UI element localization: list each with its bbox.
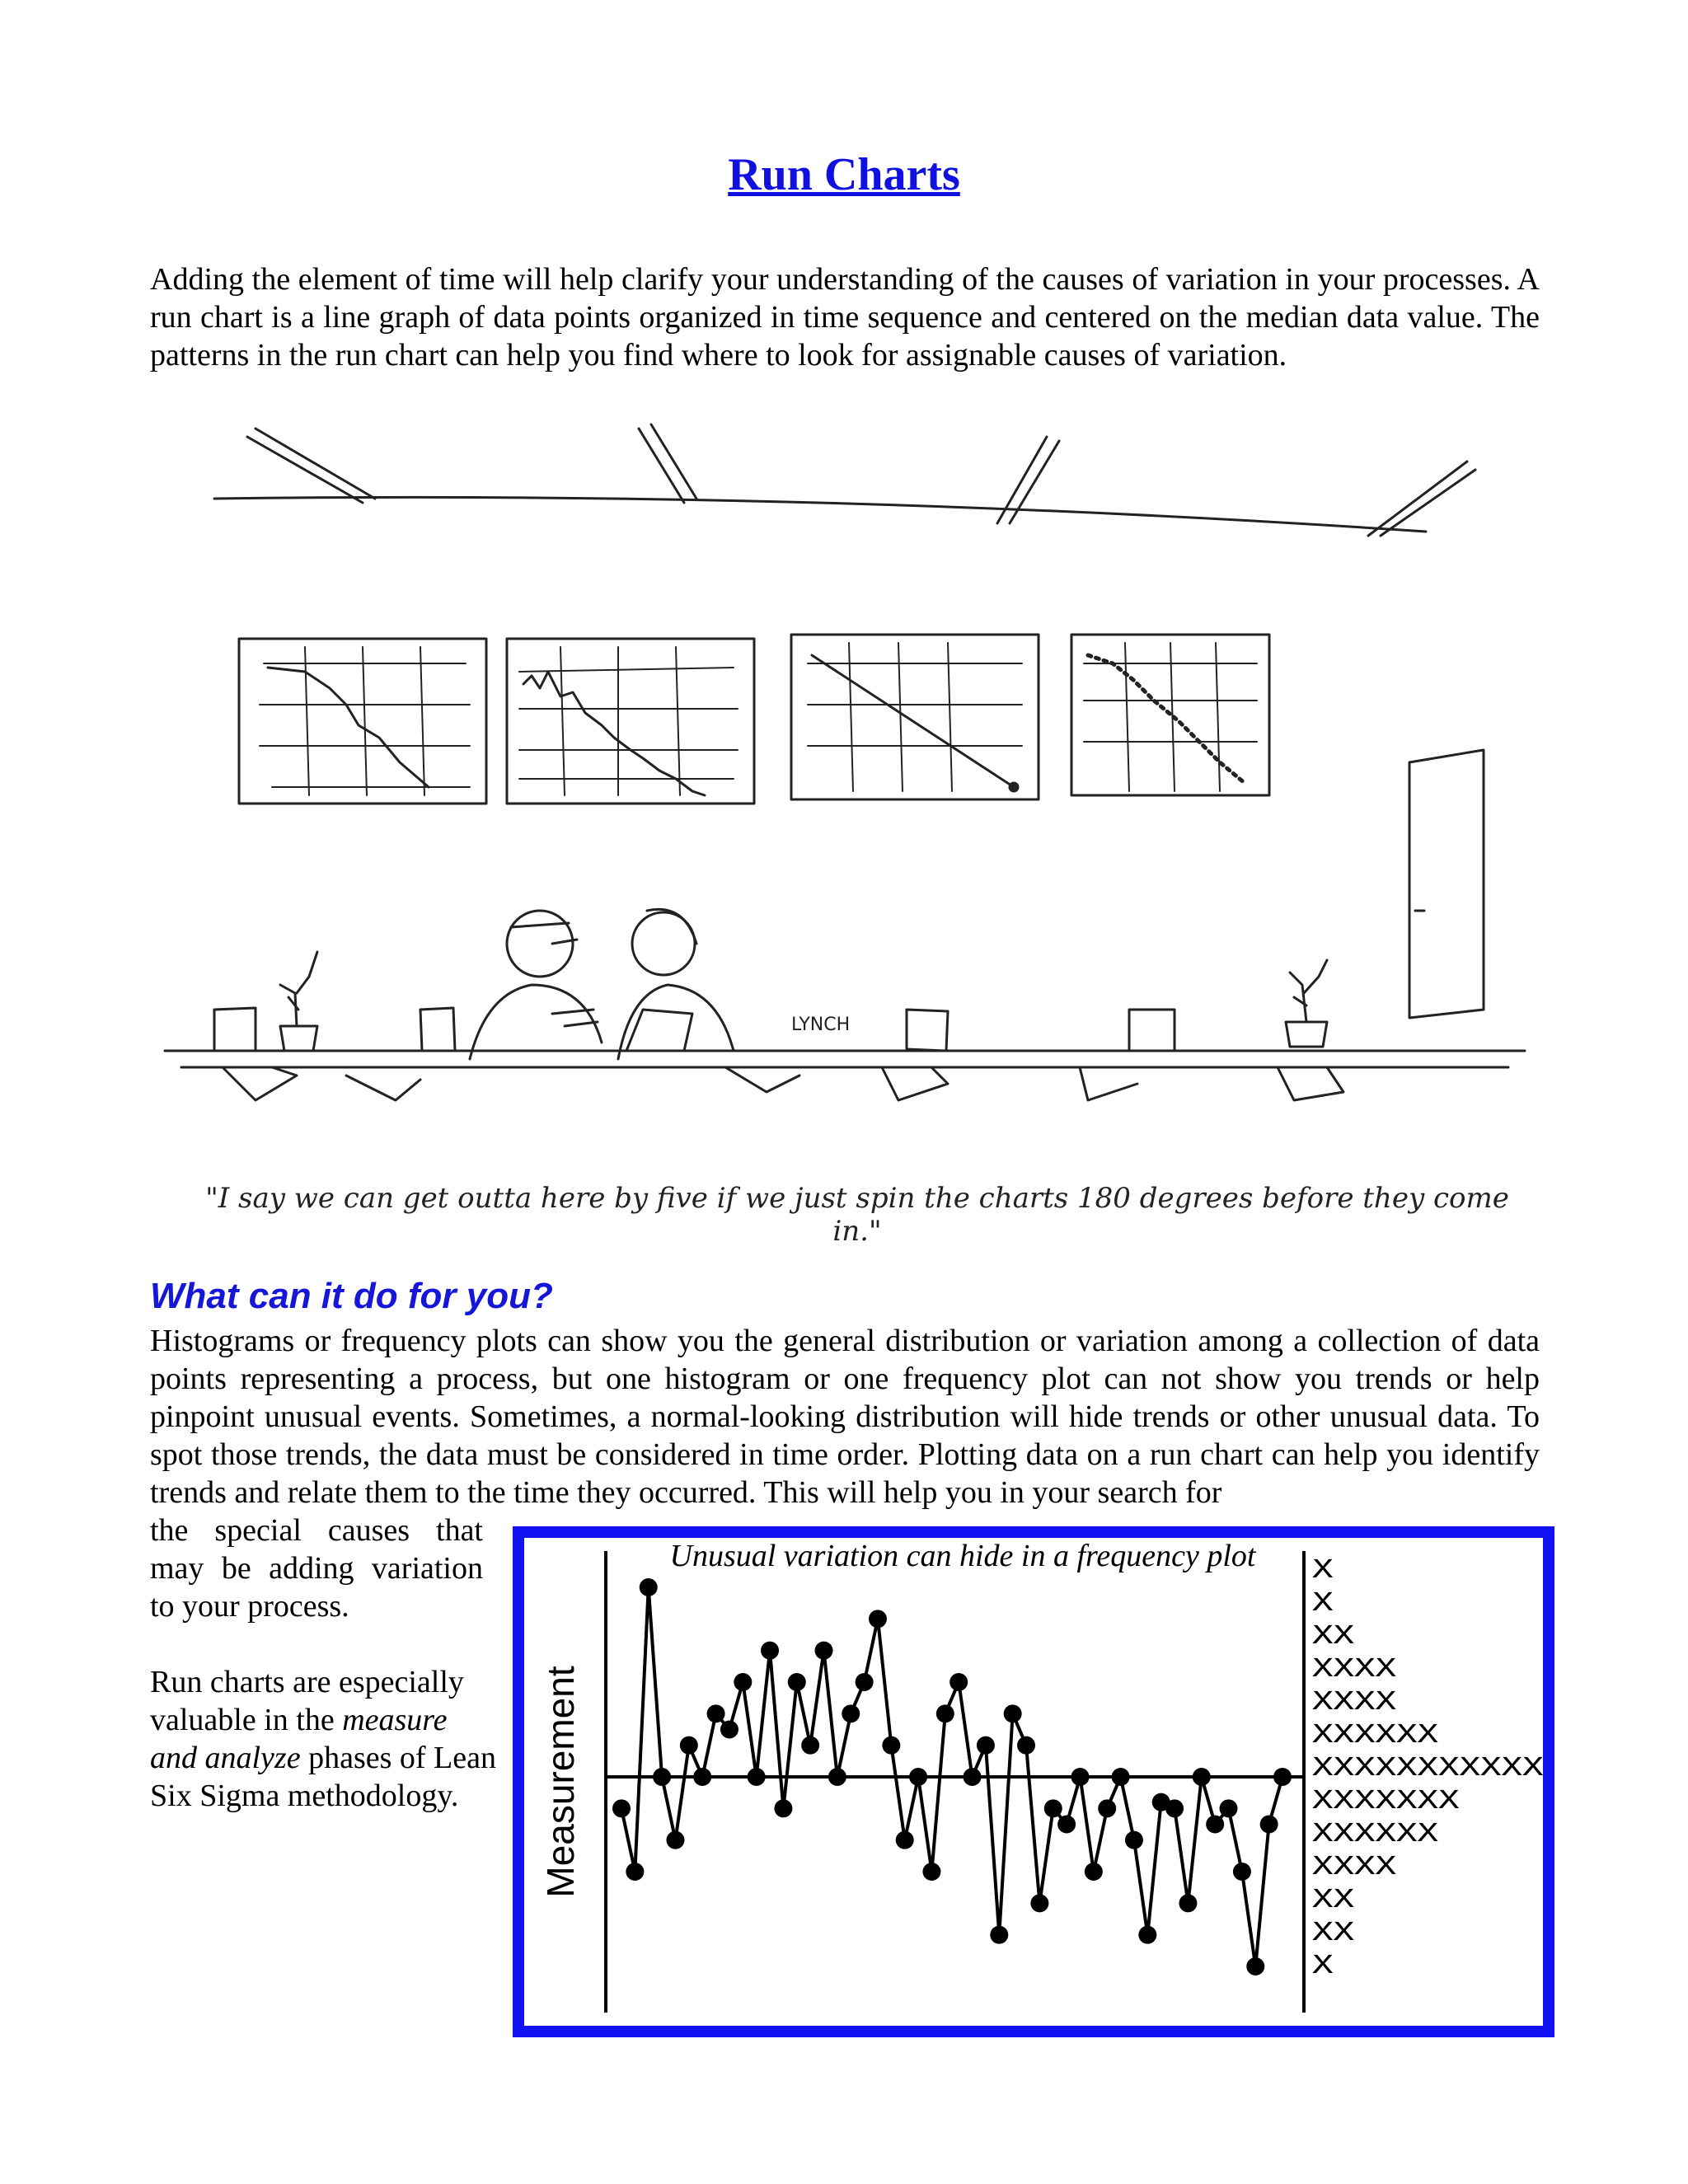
frequency-row: X — [1312, 1951, 1334, 1980]
data-point — [640, 1578, 658, 1596]
data-point — [1138, 1926, 1156, 1944]
data-point — [1165, 1799, 1184, 1817]
frequency-row: XX — [1312, 1918, 1354, 1947]
data-point — [896, 1831, 914, 1849]
data-point — [815, 1642, 833, 1660]
data-point — [666, 1831, 684, 1849]
data-point — [842, 1704, 860, 1722]
run-chart-frame — [513, 1526, 1554, 2037]
data-point — [774, 1799, 792, 1817]
frequency-row: XX — [1312, 1621, 1354, 1650]
data-point — [1125, 1831, 1143, 1849]
side-text: the special causes that may be adding variation to your process. — [150, 1513, 483, 1624]
frequency-row: XXXXXXXXXXX — [1312, 1753, 1543, 1782]
data-point — [1085, 1863, 1103, 1881]
data-point — [748, 1768, 766, 1786]
data-point — [707, 1704, 725, 1722]
cartoon-caption: "I say we can get outta here by five if we just spin the charts 180 degrees before they come in." — [205, 1182, 1509, 1248]
data-point — [1206, 1816, 1224, 1834]
data-point — [1057, 1816, 1076, 1834]
frequency-row: XX — [1312, 1885, 1354, 1914]
frequency-row: XXXX — [1312, 1852, 1396, 1881]
frequency-row: XXXXXX — [1312, 1819, 1438, 1848]
data-point — [1112, 1768, 1130, 1786]
intro-paragraph: Adding the element of time will help clarify your understanding of the causes of variation in your processes. A run chart is a line graph of data points organized in time sequence and centered on the median data value. The patterns in the run chart can help you find where to look for assignable causes of variation. — [150, 262, 1540, 373]
side-note-pre: Run charts are especially valuable in the — [150, 1665, 464, 1737]
cartoon-illustration — [157, 416, 1541, 1240]
data-point — [1071, 1768, 1089, 1786]
chart-title: Unusual variation can hide in a frequency plot — [669, 1539, 1256, 1573]
data-point — [734, 1673, 752, 1691]
run-chart — [524, 1538, 1543, 2026]
frequency-row: XXXXXX — [1312, 1720, 1438, 1749]
data-point — [977, 1736, 995, 1755]
data-point — [1017, 1736, 1035, 1755]
data-point — [626, 1863, 644, 1881]
data-point — [720, 1721, 738, 1739]
side-note-emphasis: measure and analyze — [150, 1703, 448, 1775]
data-point — [950, 1673, 968, 1691]
data-point — [1260, 1816, 1278, 1834]
data-point — [1233, 1863, 1251, 1881]
data-point — [612, 1799, 631, 1817]
section-heading: What can it do for you? — [150, 1276, 553, 1316]
data-point — [1220, 1799, 1238, 1817]
data-point — [1004, 1704, 1022, 1722]
data-point — [909, 1768, 927, 1786]
data-point — [761, 1642, 779, 1660]
data-point — [1044, 1799, 1062, 1817]
page-title: Run Charts — [728, 149, 960, 200]
data-point — [1193, 1768, 1211, 1786]
data-point — [882, 1736, 900, 1755]
data-point — [936, 1704, 954, 1722]
side-note — [150, 1663, 496, 1815]
data-point — [788, 1673, 806, 1691]
cartoon-signature: LYNCH — [791, 1015, 851, 1035]
frequency-row: X — [1312, 1555, 1334, 1584]
side-note-post: phases of Lean Six Sigma methodology. — [150, 1741, 496, 1813]
section-body: Histograms or frequency plots can show you the general distribution or variation among a collection of data points representing a process, but one histogram or one frequency plot can not show you trends or help pinpoint unusual events. Sometimes, a normal-looking distribution will hide trends or other unusual data. To spot those trends, the data must be considered in time order. Plotting data on a run chart can help you identify trends and relate them to the time they occurred. This will help you in your search for — [150, 1324, 1540, 1510]
data-point — [856, 1673, 874, 1691]
data-point — [801, 1736, 819, 1755]
data-point — [1179, 1894, 1197, 1912]
data-point — [680, 1736, 698, 1755]
data-point — [964, 1768, 982, 1786]
data-point — [1030, 1894, 1048, 1912]
frequency-row: XXXX — [1312, 1687, 1396, 1716]
data-point — [1273, 1768, 1292, 1786]
data-point — [869, 1610, 887, 1628]
data-point — [1246, 1957, 1264, 1975]
data-point — [990, 1926, 1008, 1944]
data-point — [693, 1768, 711, 1786]
y-axis-label: Measurement — [539, 1666, 582, 1898]
data-point — [828, 1768, 846, 1786]
data-point — [1098, 1799, 1116, 1817]
data-point — [922, 1863, 940, 1881]
frequency-row: XXXX — [1312, 1654, 1396, 1683]
data-point — [653, 1768, 671, 1786]
frequency-row: XXXXXXX — [1312, 1786, 1460, 1815]
frequency-row: X — [1312, 1588, 1334, 1617]
